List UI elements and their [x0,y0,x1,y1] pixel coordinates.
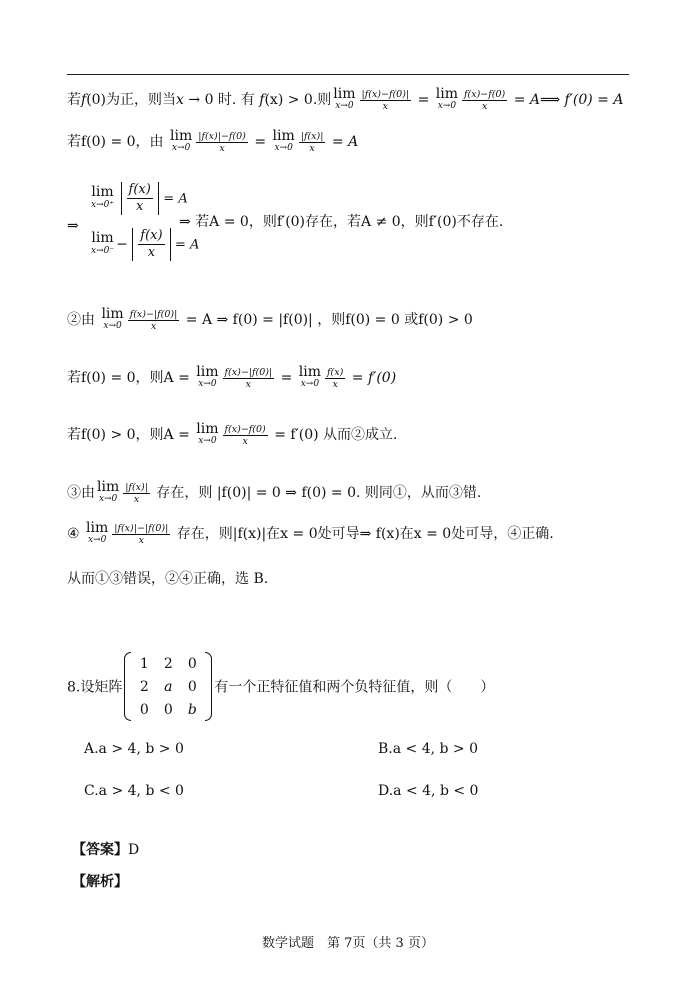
fraction: $\frac{f(x)-f(0)}{x}$ [224,423,266,447]
text: 若 [67,92,81,108]
text: → 0 时. 有 [183,92,260,108]
line-2: 若f(0) = 0，由 lim x→0 $\frac{|f(x)|-f(0)}{x}$ = lim x→0 $\frac{|f(x)|}{x}$ = A [67,128,359,154]
fraction: $\frac{f(x)-f(0)}{x}$ [464,88,506,112]
limit: lim x→0 [298,364,322,389]
fraction: $\frac{|f(x)|}{x}$ [300,130,324,154]
question-suffix: 有一个正特征值和两个负特征值，则（ ） [214,679,495,696]
text: = A⟹ f′(0) = A [509,92,624,108]
limit: lim x→0 [101,306,124,331]
line-3: ②由 lim x→0 $\frac{f(x)-|f(0)|}{x}$ = A ⇒ f(0) = |f(0)| ，则f(0) = 0 或f(0) > 0 [67,306,473,332]
answer-label: 【答案】 [72,842,128,858]
right-limit: lim x→0⁺ $\frac{f(x)}{x}$ = A [91,182,188,214]
limit: lim x→0 [86,520,109,545]
fraction: $\frac{|f(x)|}{x}$ [125,481,148,505]
answer-value: D [128,842,140,858]
fraction: $\frac{|f(x)|-f(0)}{x}$ [198,130,246,154]
limit: lim x→0 [333,86,356,111]
limit: lim x→0 [196,364,219,389]
text: (0)为正，则当 [86,92,177,108]
limit: lim x→0 [272,128,295,153]
header-rule [67,74,629,75]
option-d: D.a < 4, b < 0 [378,783,479,799]
fraction: $\frac{|f(x)|-|f(0)|}{x}$ [114,522,169,546]
text: (x) > 0.则 [264,92,332,108]
one-sided-limits [67,178,627,270]
fraction: $\frac{f(x)-|f(0)|}{x}$ [129,308,178,332]
limit: lim x→0 [435,86,459,111]
line-6: ③由 lim x→0 $\frac{|f(x)|}{x}$ 存在，则 |f(0)| = 0 ⇒ f(0) = 0. 则同①，从而③错. [67,479,482,505]
fraction: $\frac{f(x)-|f(0)|}{x}$ [224,366,273,390]
option-c: C.a > 4, b < 0 [84,783,184,799]
question-prefix: 8.设矩阵 [67,679,123,696]
page-footer: 数学试题 第 7页（共 3 页） [262,936,434,951]
line-4: 若f(0) = 0，则A = lim x→0 $\frac{f(x)-|f(0)|}{x}$ = lim x→0 $\frac{f(x)}{x}$ = f′(0) [67,364,397,390]
conclusion-text: ⇒ 若A = 0，则f′(0)存在，若A ≠ 0，则f′(0)不存在. [179,214,504,230]
limit: lim x→0 [97,479,120,504]
fraction: $\frac{f(x)}{x}$ [327,366,344,390]
line-1: 若f(0)为正，则当x → 0 时. 有 f(x) > 0.则 lim x→0 $\frac{|f(x)-f(0)|}{x}$ = lim x→0 $\frac{f(x)-f(0)}{x}$ = A⟹ f′(0) = A [67,86,624,112]
matrix: 1 2 0 2 a 0 0 0 b [124,652,212,721]
left-limit: lim x→0⁻ − $\frac{f(x)}{x}$ = A [91,228,200,260]
limit: lim x→0 [170,128,193,153]
implies-arrow: ⇒ [67,218,79,234]
option-a: A.a > 4, b > 0 [84,741,184,757]
fraction: $\frac{|f(x)-f(0)|}{x}$ [361,88,410,112]
question-8 [67,652,494,721]
line-7: ④ lim x→0 $\frac{|f(x)|-|f(0)|}{x}$ 存在，则|f(x)|在x = 0处可导⇒ f(x)在x = 0处可导，④正确. [67,520,554,546]
analysis-label: 【解析】 [72,874,128,890]
line-5: 若f(0) > 0，则A = lim x→0 $\frac{f(x)-f(0)}{x}$ = f′(0) 从而②成立. [67,421,398,447]
limit: lim x→0 [196,421,219,446]
text: f [81,92,87,108]
text: 若f(0) = 0，由 [67,134,169,150]
answer [72,841,139,859]
text: x [176,92,184,108]
line-8: 从而①③错误，②④正确，选 B. [67,571,269,587]
option-b: B.a < 4, b > 0 [378,741,479,757]
text: f [259,92,265,108]
